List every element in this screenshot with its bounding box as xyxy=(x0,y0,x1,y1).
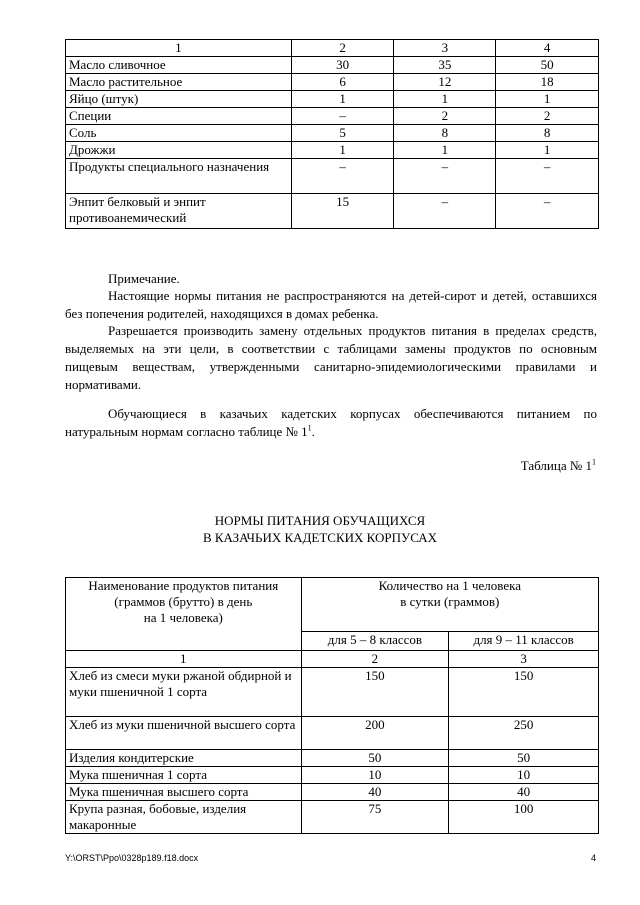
value-cell: – xyxy=(496,159,599,194)
product-name: Яйцо (штук) xyxy=(66,91,292,108)
product-name: Изделия кондитерские xyxy=(66,750,302,767)
column-number: 2 xyxy=(301,651,449,668)
product-name: Мука пшеничная 1 сорта xyxy=(66,767,302,784)
value-cell: 15 xyxy=(291,194,394,229)
value-cell: – xyxy=(291,108,394,125)
value-cell: 10 xyxy=(301,767,449,784)
provision-text: Обучающиеся в казачьих кадетских корпусах обеспечиваются питанием по натуральным нормам согласно таблице № 1 xyxy=(65,406,597,439)
value-cell: 12 xyxy=(394,74,496,91)
column-number: 2 xyxy=(291,40,394,57)
table-row xyxy=(66,801,599,834)
grade-5-8-header: для 5 – 8 классов xyxy=(301,632,449,651)
table-row xyxy=(66,91,599,108)
cadet-food-norms-table xyxy=(65,577,599,834)
value-cell: 75 xyxy=(301,801,449,834)
table-header-row xyxy=(66,578,599,632)
column-number: 3 xyxy=(449,651,599,668)
table-row xyxy=(66,57,599,74)
table-title-line-1: НОРМЫ ПИТАНИЯ ОБУЧАЩИХСЯ xyxy=(214,513,426,528)
table-label-text: Таблица № 1 xyxy=(520,458,592,473)
header-line: Наименование продуктов питания xyxy=(88,578,279,593)
value-cell: 50 xyxy=(301,750,449,767)
value-cell: 8 xyxy=(394,125,496,142)
value-cell: 8 xyxy=(496,125,599,142)
value-cell: 1 xyxy=(496,91,599,108)
product-name: Хлеб из муки пшеничной высшего сорта xyxy=(66,717,302,750)
table-row xyxy=(66,767,599,784)
quantity-header xyxy=(301,578,598,632)
food-norms-table-continued xyxy=(65,39,599,229)
table-row xyxy=(66,668,599,717)
product-name: Мука пшеничная высшего сорта xyxy=(66,784,302,801)
note-paragraph: Разрешается производить замену отдельных продуктов питания в пределах средств, выделяемых на эти цели, в соответствии с таблицами замены продуктов по основным пищевым веществам, утвержденными санитарно-эпидемиологическими правилами и нормативами. xyxy=(65,323,597,392)
note-title: Примечание. xyxy=(108,271,180,286)
product-name: Крупа разная, бобовые, изделия макаронные xyxy=(66,801,302,834)
value-cell: – xyxy=(394,159,496,194)
value-cell: 6 xyxy=(291,74,394,91)
column-number: 3 xyxy=(394,40,496,57)
grade-9-11-header: для 9 – 11 классов xyxy=(449,632,599,651)
note-paragraph: Настоящие нормы питания не распространяются на детей-сирот и детей, оставшихся без попечения родителей, находящихся в домах ребенка. xyxy=(65,288,597,321)
value-cell: 40 xyxy=(449,784,599,801)
table-row xyxy=(66,125,599,142)
value-cell: 1 xyxy=(496,142,599,159)
column-number: 4 xyxy=(496,40,599,57)
table-row xyxy=(66,750,599,767)
value-cell: 1 xyxy=(291,142,394,159)
table-row xyxy=(66,159,599,194)
value-cell: 30 xyxy=(291,57,394,74)
product-name: Хлеб из смеси муки ржаной обдирной и муки пшеничной 1 сорта xyxy=(66,668,302,717)
value-cell: 2 xyxy=(394,108,496,125)
value-cell: 1 xyxy=(394,142,496,159)
header-line: Количество на 1 человека xyxy=(378,578,521,593)
table-row xyxy=(66,108,599,125)
product-name: Соль xyxy=(66,125,292,142)
value-cell: 150 xyxy=(449,668,599,717)
page-number: 4 xyxy=(590,853,596,863)
value-cell: – xyxy=(496,194,599,229)
value-cell: – xyxy=(291,159,394,194)
product-name: Продукты специального назначения xyxy=(66,159,292,194)
value-cell: – xyxy=(394,194,496,229)
footnote-mark: 1 xyxy=(307,423,312,433)
value-cell: 150 xyxy=(301,668,449,717)
product-name: Дрожжи xyxy=(66,142,292,159)
header-line: (граммов (брутто) в день xyxy=(114,594,253,609)
footer-file-path: Y:\ORST\Ppo\0328p189.f18.docx xyxy=(65,853,199,863)
value-cell: 40 xyxy=(301,784,449,801)
value-cell: 200 xyxy=(301,717,449,750)
product-name: Энпит белковый и энпит противоанемический xyxy=(66,194,292,229)
header-line: в сутки (граммов) xyxy=(400,594,500,609)
table-row xyxy=(66,784,599,801)
table-row xyxy=(66,74,599,91)
value-cell: 18 xyxy=(496,74,599,91)
value-cell: 10 xyxy=(449,767,599,784)
table-label xyxy=(521,458,596,474)
column-numbers-row xyxy=(66,651,599,668)
footnote-mark: 1 xyxy=(592,457,596,467)
column-number: 1 xyxy=(66,651,302,668)
table-title-line-2: В КАЗАЧЬИХ КАДЕТСКИХ КОРПУСАХ xyxy=(202,530,438,545)
value-cell: 1 xyxy=(291,91,394,108)
value-cell: 100 xyxy=(449,801,599,834)
header-line: на 1 человека) xyxy=(143,610,223,625)
table-row xyxy=(66,717,599,750)
product-name: Масло сливочное xyxy=(66,57,292,74)
table-row xyxy=(66,194,599,229)
product-name-header xyxy=(66,578,302,651)
table-header-row xyxy=(66,40,599,57)
value-cell: 250 xyxy=(449,717,599,750)
value-cell: 50 xyxy=(496,57,599,74)
value-cell: 35 xyxy=(394,57,496,74)
provision-end: . xyxy=(311,424,315,439)
value-cell: 5 xyxy=(291,125,394,142)
product-name: Специи xyxy=(66,108,292,125)
product-name: Масло растительное xyxy=(66,74,292,91)
value-cell: 50 xyxy=(449,750,599,767)
table-row xyxy=(66,142,599,159)
value-cell: 2 xyxy=(496,108,599,125)
value-cell: 1 xyxy=(394,91,496,108)
column-number: 1 xyxy=(66,40,292,57)
provision-paragraph xyxy=(65,405,597,441)
